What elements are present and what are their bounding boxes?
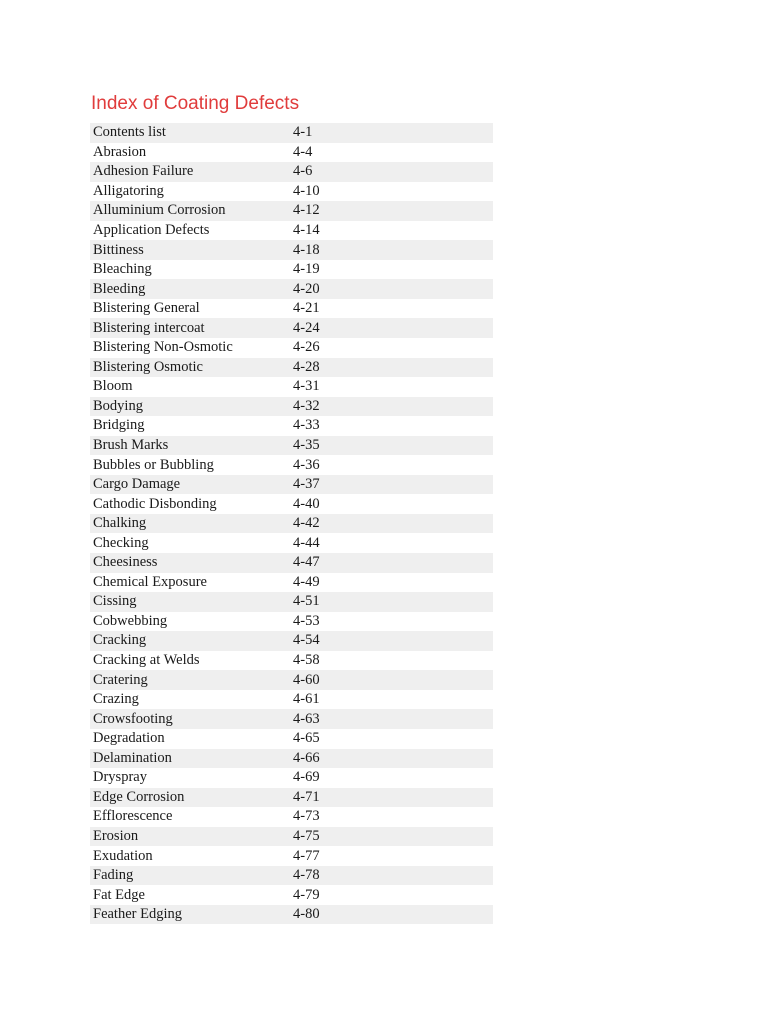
index-row: [90, 143, 493, 163]
defect-name: Bleeding: [93, 280, 146, 297]
index-row: [90, 651, 493, 671]
page-number: 4-14: [293, 222, 320, 238]
defect-name: Cracking: [93, 632, 147, 649]
page-number: 4-51: [293, 593, 320, 610]
defect-name: Cheesiness: [93, 554, 158, 571]
defect-name: Cobwebbing: [93, 612, 168, 629]
index-row: [90, 905, 493, 925]
defect-name: Erosion: [93, 827, 139, 844]
page-number: 4-12: [293, 202, 320, 219]
defect-name: Chalking: [93, 515, 147, 532]
page-number: 4-37: [293, 476, 320, 493]
page-number: 4-79: [293, 886, 320, 903]
defect-name: Crazing: [93, 691, 139, 708]
page-number: 4-6: [293, 163, 313, 180]
index-row: [90, 827, 493, 847]
defect-name: Bleaching: [93, 261, 152, 278]
defect-name: Bridging: [93, 417, 145, 434]
index-row: [90, 436, 493, 456]
page-number: 4-71: [293, 788, 320, 805]
index-row: [90, 768, 493, 788]
defect-name: Brush Marks: [93, 437, 169, 454]
page-number: 4-63: [293, 710, 320, 727]
defect-name: Contents list: [93, 124, 166, 141]
page-number: 4-19: [293, 261, 320, 278]
defect-name: Application Defects: [93, 222, 210, 238]
defect-name: Blistering Osmotic: [93, 358, 203, 375]
page-number: 4-18: [293, 241, 320, 258]
index-row: [90, 260, 493, 280]
index-row: [90, 338, 493, 358]
page-number: 4-21: [293, 300, 320, 317]
page-number: 4-31: [293, 378, 320, 395]
defect-name: Cissing: [93, 593, 137, 610]
index-row: [90, 279, 493, 299]
page-number: 4-47: [293, 554, 320, 571]
page-number: 4-49: [293, 573, 320, 590]
index-row: [90, 182, 493, 202]
index-row: [90, 475, 493, 495]
defect-name: Feather Edging: [93, 906, 182, 923]
defect-name: Cargo Damage: [93, 476, 181, 493]
page-number: 4-28: [293, 358, 320, 375]
index-row: [90, 416, 493, 436]
index-table: [90, 123, 493, 924]
page-number: 4-66: [293, 749, 320, 766]
page-number: 4-77: [293, 847, 320, 864]
defect-name: Cathodic Disbonding: [93, 495, 217, 512]
page-number: 4-73: [293, 808, 320, 825]
page-number: 4-61: [293, 691, 320, 708]
defect-name: Blistering Non-Osmotic: [93, 339, 233, 356]
index-row: [90, 533, 493, 553]
index-row: [90, 709, 493, 729]
defect-name: Dryspray: [93, 769, 147, 786]
index-row: [90, 514, 493, 534]
page-number: 4-1: [293, 124, 313, 141]
defect-name: Bittiness: [93, 241, 144, 258]
page-number: 4-58: [293, 652, 320, 669]
page-number: 4-54: [293, 632, 320, 649]
defect-name: Exudation: [93, 847, 153, 864]
index-row: [90, 866, 493, 886]
page-number: 4-65: [293, 730, 320, 747]
defect-name: Adhesion Failure: [93, 163, 194, 180]
defect-name: Abrasion: [93, 143, 147, 160]
index-row: [90, 729, 493, 749]
page-number: 4-36: [293, 456, 320, 473]
index-row: [90, 377, 493, 397]
page-number: 4-4: [293, 143, 313, 160]
index-row: [90, 788, 493, 808]
index-row: [90, 631, 493, 651]
page-title: Index of Coating Defects: [91, 93, 300, 114]
index-row: [90, 592, 493, 612]
page-number: 4-24: [293, 319, 320, 336]
index-row: [90, 690, 493, 710]
index-row: [90, 299, 493, 319]
page-number: 4-69: [293, 769, 320, 786]
defect-name: Bubbles or Bubbling: [93, 456, 214, 473]
defect-name: Degradation: [93, 730, 165, 747]
defect-name: Fat Edge: [93, 886, 145, 903]
index-row: [90, 553, 493, 573]
index-row: [90, 201, 493, 221]
defect-name: Blistering General: [93, 300, 200, 317]
index-row: [90, 573, 493, 593]
index-row: [90, 670, 493, 690]
page-number: 4-26: [293, 339, 320, 356]
page-number: 4-78: [293, 867, 320, 884]
page-number: 4-32: [293, 397, 320, 414]
index-row: [90, 397, 493, 417]
index-row: [90, 318, 493, 338]
index-row: [90, 455, 493, 475]
defect-name: Edge Corrosion: [93, 788, 185, 805]
defect-name: Checking: [93, 534, 149, 551]
defect-name: Bloom: [93, 378, 133, 395]
page-number: 4-53: [293, 612, 320, 629]
page-number: 4-60: [293, 671, 320, 688]
index-row: [90, 749, 493, 769]
defect-name: Alluminium Corrosion: [93, 202, 226, 219]
defect-name: Alligatoring: [93, 182, 164, 199]
page-number: 4-35: [293, 437, 320, 454]
defect-name: Cratering: [93, 671, 148, 688]
page-number: 4-42: [293, 515, 320, 532]
defect-name: Bodying: [93, 397, 143, 414]
defect-name: Fading: [93, 867, 134, 884]
index-row: [90, 494, 493, 514]
index-row: [90, 612, 493, 632]
page-number: 4-44: [293, 534, 320, 551]
index-row: [90, 885, 493, 905]
defect-name: Cracking at Welds: [93, 652, 200, 669]
index-table-body: [90, 123, 493, 924]
index-row: [90, 162, 493, 182]
defect-name: Chemical Exposure: [93, 573, 207, 590]
page-number: 4-20: [293, 280, 320, 297]
index-row: [90, 807, 493, 827]
page-number: 4-33: [293, 417, 320, 434]
page-number: 4-75: [293, 827, 320, 844]
index-row: [90, 240, 493, 260]
page-number: 4-40: [293, 495, 320, 512]
defect-name: Crowsfooting: [93, 710, 173, 727]
index-row: [90, 123, 493, 143]
page-number: 4-10: [293, 182, 320, 199]
defect-name: Delamination: [93, 749, 172, 766]
index-row: [90, 846, 493, 866]
defect-name: Efflorescence: [93, 808, 173, 825]
defect-name: Blistering intercoat: [93, 319, 205, 336]
index-row: [90, 221, 493, 241]
index-row: [90, 358, 493, 378]
page-number: 4-80: [293, 906, 320, 923]
